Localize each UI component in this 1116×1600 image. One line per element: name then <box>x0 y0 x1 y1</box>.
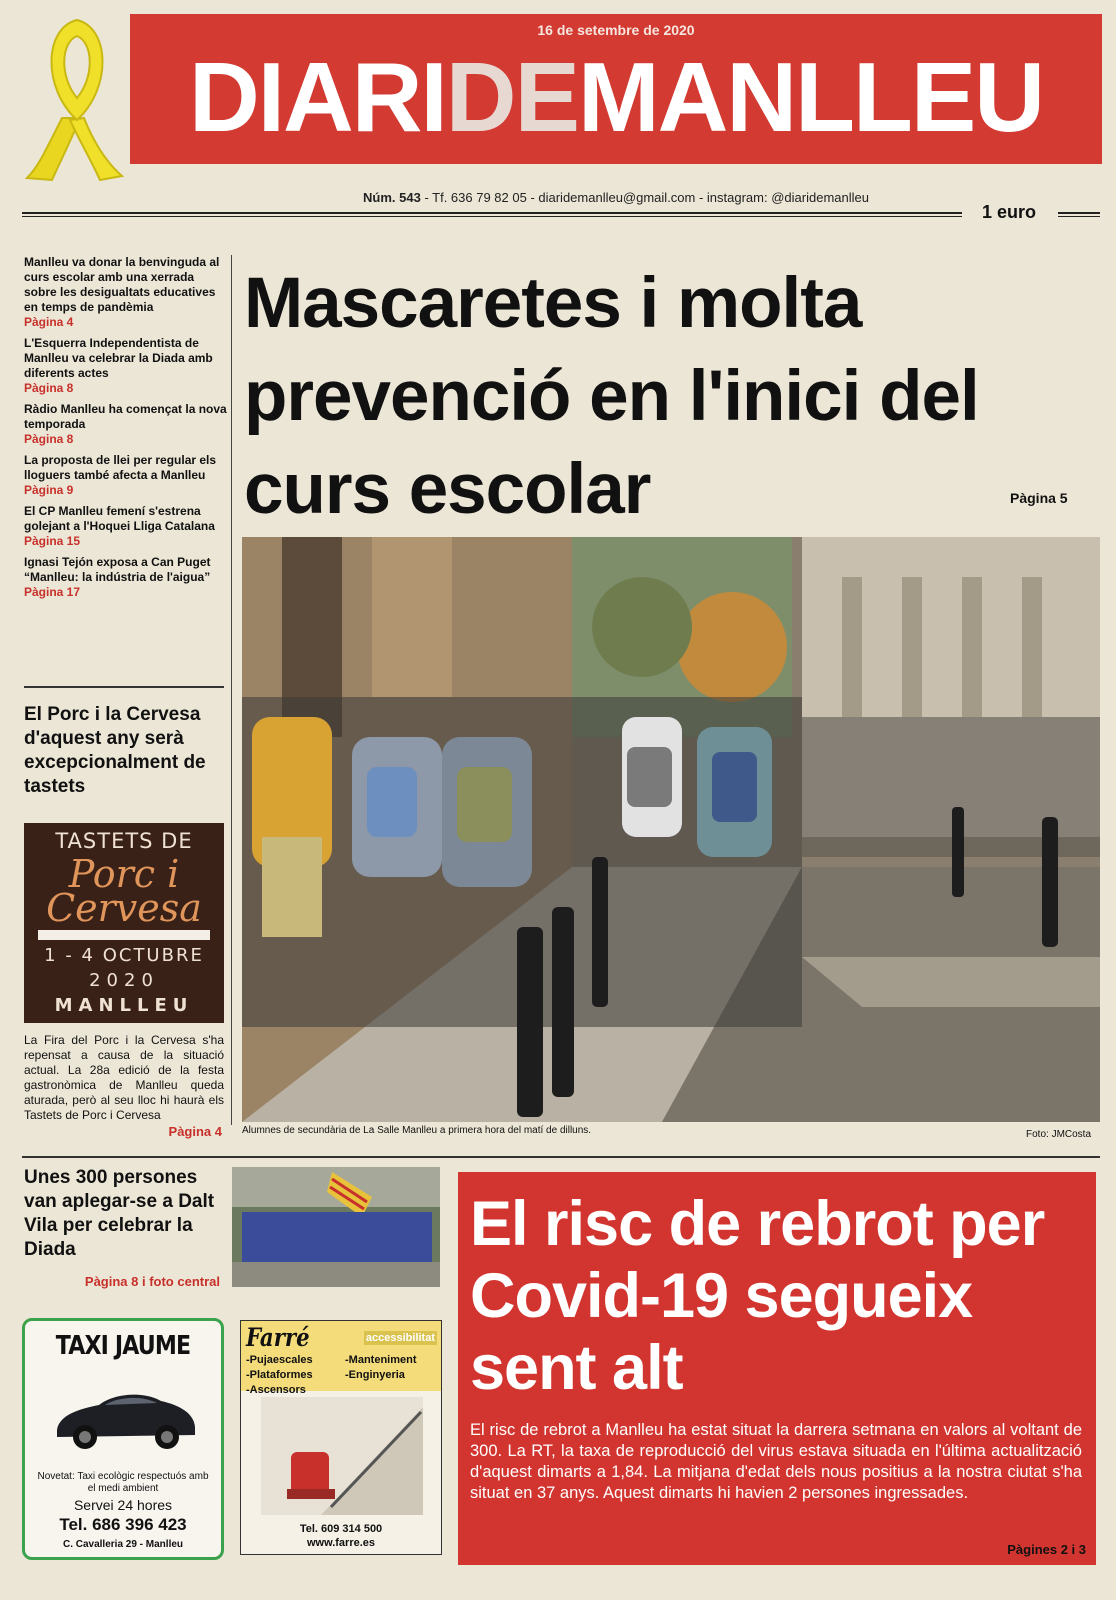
masthead-info: Núm. 543 - Tf. 636 79 82 05 - diaridemanlleu@gmail.com - instagram: @diaridemanlleu <box>363 190 869 205</box>
brief-page-ref: Pàgina 4 <box>24 315 74 329</box>
photo-caption: Alumnes de secundària de La Salle Manlleu a primera hora del matí de dilluns. <box>242 1125 592 1136</box>
ad-logo-text: Porc i Cervesa <box>46 852 202 930</box>
car-icon <box>49 1375 199 1455</box>
price: 1 euro <box>982 202 1037 222</box>
ad-title: TASTETS DE <box>55 829 193 853</box>
covid-story <box>458 1172 1096 1565</box>
main-headline: Mascaretes i molta prevenció en l'inici del curs escolar <box>244 264 979 529</box>
ad-town: MANLLEU <box>54 995 194 1016</box>
farre-ad <box>240 1320 442 1555</box>
brief-page-ref: Pàgina 9 <box>24 483 74 497</box>
taxi-phone: Tel. 686 396 423 <box>59 1515 187 1534</box>
brief-page-ref: Pàgina 8 <box>24 381 74 395</box>
brief-item <box>24 453 230 498</box>
brief-text: Ràdio Manlleu ha començat la nova temporada <box>24 402 227 431</box>
diada-page-ref: Pàgina 8 i foto central <box>84 1274 220 1289</box>
photo-credit: Foto: JMCosta <box>1026 1129 1092 1140</box>
students-street-photo <box>242 537 1100 1122</box>
farre-services-left: -Pujaescales -Plataformes -Ascensors <box>246 1354 313 1396</box>
covid-page-ref: Pàgines 2 i 3 <box>1007 1542 1086 1557</box>
newspaper-title: DIARIDEMANLLEU <box>189 42 1043 152</box>
farre-services-right: -Manteniment -Enginyeria <box>345 1354 417 1381</box>
brief-page-ref: Pàgina 17 <box>24 585 81 599</box>
farre-brand: Farré <box>246 1323 310 1352</box>
column-divider <box>231 255 232 1125</box>
brief-page-ref: Pàgina 8 <box>24 432 74 446</box>
diada-headline: Unes 300 persones van aplegar-se a Dalt Vila per celebrar la Diada <box>24 1167 215 1260</box>
taxi-service: Servei 24 hores <box>73 1497 173 1513</box>
diada-photo <box>232 1167 440 1287</box>
porc-body: La Fira del Porc i la Cervesa s'ha repensat a causa de la situació actual. La 28a edició de la festa gastronòmica de Manlleu queda aturada, però al seu lloc hi haurà els Tastets de Porc i Cervesa <box>24 1033 224 1122</box>
stairlift-photo <box>261 1397 423 1515</box>
divider <box>24 686 224 688</box>
taxi-address: C. Cavalleria 29 - Manlleu <box>62 1539 184 1550</box>
farre-website: www.farre.es <box>306 1537 376 1549</box>
ad-year: 2020 <box>89 970 159 991</box>
covid-headline: El risc de rebrot per Covid-19 segueix sent alt <box>470 1189 1045 1403</box>
porc-page-ref: Pàgina 4 <box>168 1124 222 1139</box>
brief-item <box>24 336 230 396</box>
porc-cervesa-ad <box>24 823 224 1023</box>
brief-text: La proposta de llei per regular els lloguers també afecta a Manlleu <box>24 453 217 482</box>
covid-body: El risc de rebrot a Manlleu ha estat situat la darrera setmana en valors al voltant de 300. La RT, la taxa de reproducció del virus estava situada en l'última actualització d'aquest dimarts a 1,84. La mitjana d'edat dels nous positius a la nostra ciutat s'ha situat en 37 anys. Aquest dimarts hi havien 2 persones ingressades. <box>470 1421 1082 1502</box>
porc-headline: El Porc i la Cervesa d'aquest any serà excepcionalment de tastets <box>24 704 206 797</box>
taxi-name: TAXI JAUME <box>55 1331 191 1361</box>
main-page-ref: Pàgina 5 <box>1010 490 1068 506</box>
divider <box>22 212 962 217</box>
brief-item <box>24 402 230 447</box>
masthead <box>130 14 1102 164</box>
brief-text: El CP Manlleu femení s'estrena golejant a l'Hoquei Lliga Catalana <box>24 504 215 533</box>
yellow-ribbon-icon <box>22 8 132 183</box>
brief-item <box>24 255 230 330</box>
brief-text: Manlleu va donar la benvinguda al curs escolar amb una xerrada sobre les desigualtats educatives en temps de pandèmia <box>24 255 220 314</box>
ad-divider <box>38 930 210 940</box>
brief-text: L'Esquerra Independentista de Manlleu va celebrar la Diada amb diferents actes <box>24 336 213 380</box>
taxi-jaume-ad <box>22 1318 224 1560</box>
divider <box>1058 212 1100 217</box>
brief-item <box>24 555 230 600</box>
brief-text: Ignasi Tejón exposa a Can Puget “Manlleu: la indústria de l'aigua” <box>24 555 211 584</box>
farre-tag: accessibilitat <box>365 1332 435 1344</box>
farre-phone: Tel. 609 314 500 <box>299 1523 383 1535</box>
news-briefs <box>24 255 230 606</box>
issue-date: 16 de setembre de 2020 <box>537 22 695 38</box>
brief-page-ref: Pàgina 15 <box>24 534 81 548</box>
divider <box>22 1156 1100 1158</box>
brief-item <box>24 504 230 549</box>
ad-dates: 1 - 4 OCTUBRE <box>44 945 204 966</box>
taxi-novetat: Novetat: Taxi ecològic respectuós amb el medi ambient <box>37 1471 209 1494</box>
